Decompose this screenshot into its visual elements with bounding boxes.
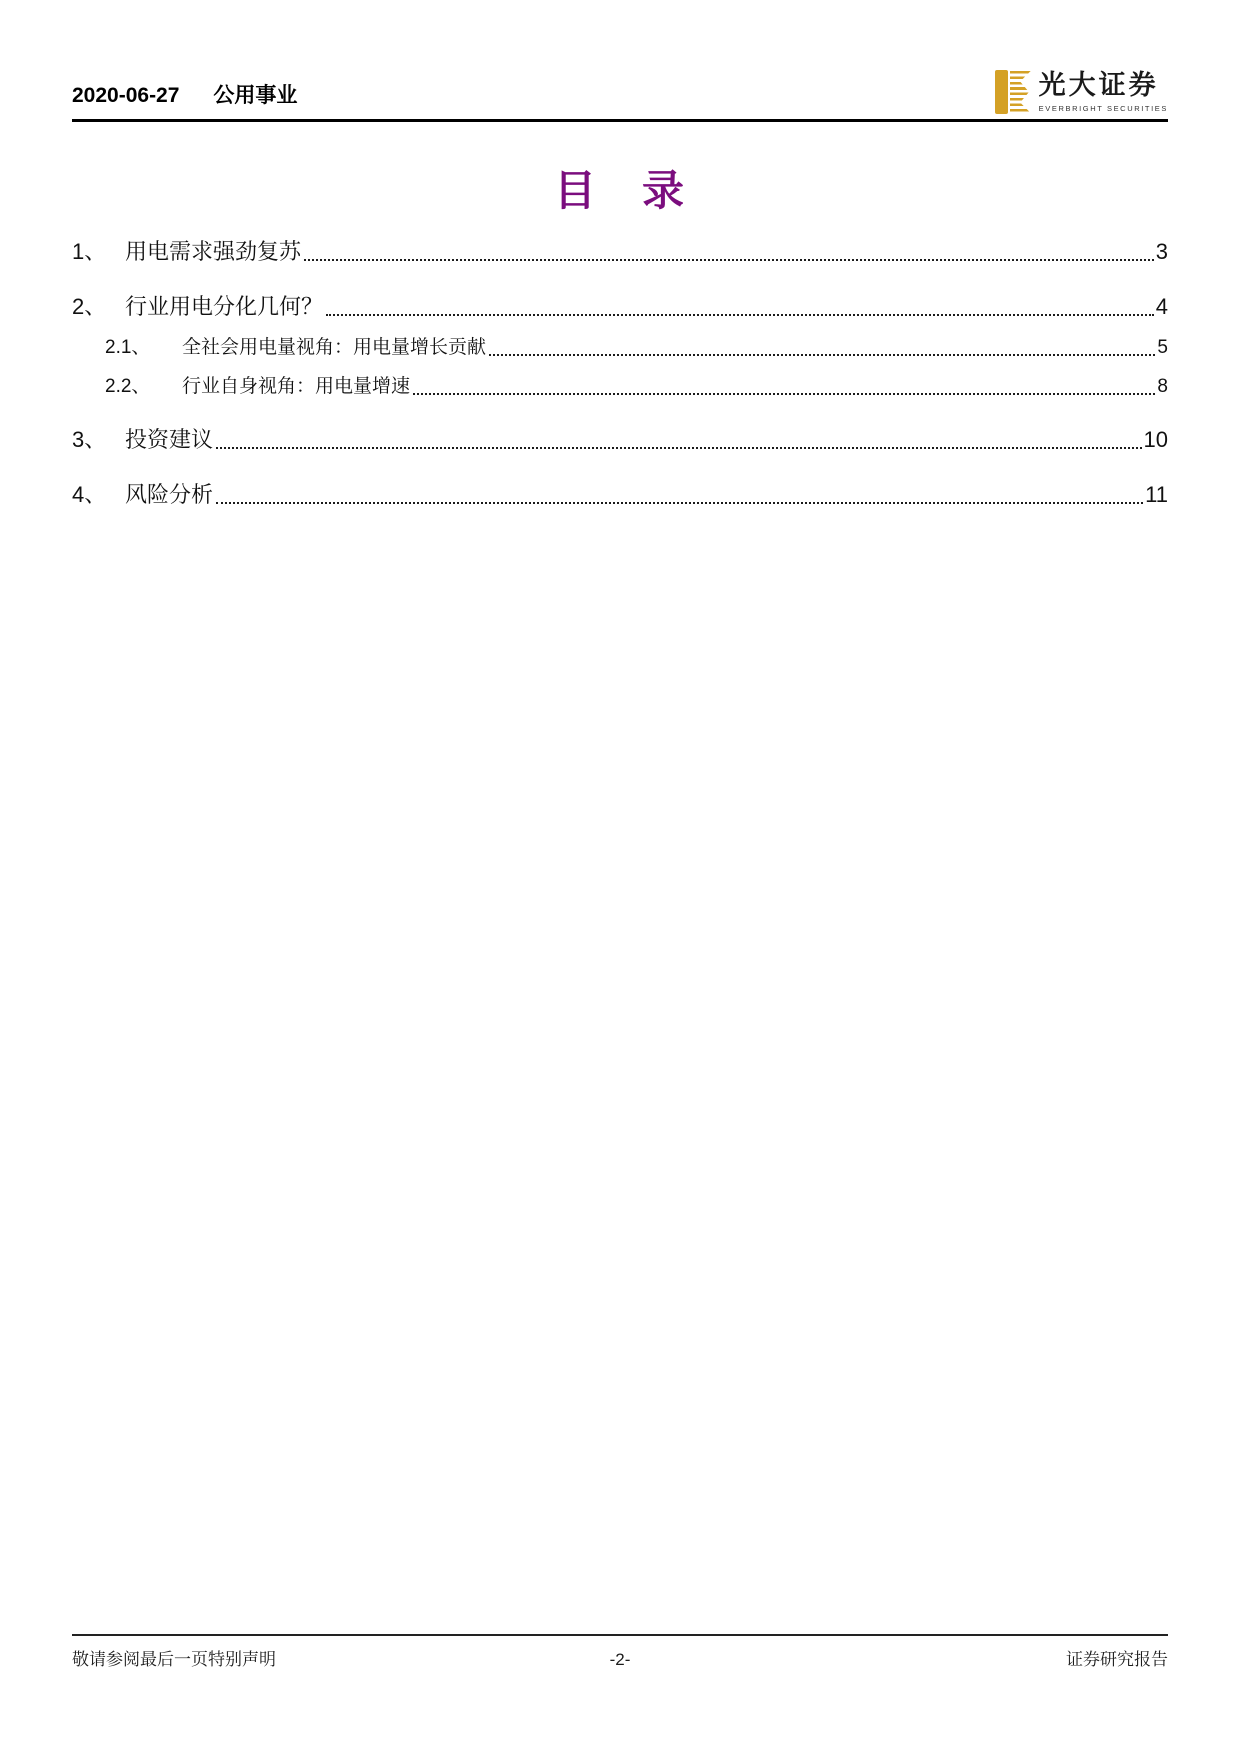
toc-entry[interactable] bbox=[72, 336, 1168, 360]
brand-name-cn: 光大证券 bbox=[1038, 70, 1159, 100]
footer-disclaimer: 敬请参阅最后一页特别声明 bbox=[72, 1650, 276, 1669]
toc-entry-label: 风险分析 bbox=[125, 482, 214, 507]
toc-entry-page: 10 bbox=[1143, 427, 1168, 452]
toc-entry[interactable] bbox=[72, 375, 1168, 399]
report-date: 2020-06-27 bbox=[72, 84, 180, 107]
toc-entry-page: 4 bbox=[1155, 294, 1168, 319]
toc-dot-leader bbox=[216, 502, 1143, 504]
toc-entry[interactable] bbox=[72, 426, 1168, 454]
toc-entry-page: 5 bbox=[1157, 337, 1168, 358]
toc-entry-page: 8 bbox=[1157, 376, 1168, 397]
toc-entry-label: 投资建议 bbox=[125, 427, 214, 452]
toc-entry[interactable] bbox=[72, 481, 1168, 509]
toc-entry-label: 行业用电分化几何？ bbox=[125, 294, 324, 319]
toc-dot-leader bbox=[489, 354, 1155, 356]
toc-entry[interactable] bbox=[72, 293, 1168, 321]
toc-entry-number: 2.2、 bbox=[105, 376, 151, 397]
brand-logo bbox=[995, 70, 1168, 117]
toc-entry-number: 2.1、 bbox=[105, 337, 151, 358]
footer-report-type: 证券研究报告 bbox=[1065, 1650, 1168, 1669]
report-category: 公用事业 bbox=[213, 84, 298, 107]
toc-entry-number: 2、 bbox=[72, 294, 107, 319]
page-header bbox=[72, 70, 1168, 117]
brand-name-en: EVERBRIGHT SECURITIES bbox=[1038, 104, 1168, 113]
toc-entry-number: 1、 bbox=[72, 239, 107, 264]
toc-entry-page: 11 bbox=[1145, 482, 1168, 507]
toc-list bbox=[72, 238, 1168, 509]
toc-dot-leader bbox=[413, 393, 1155, 395]
header-divider bbox=[72, 119, 1168, 122]
toc-entry-number: 4、 bbox=[72, 482, 107, 507]
everbright-logo-icon bbox=[995, 70, 1031, 114]
footer-divider bbox=[72, 1634, 1168, 1636]
toc-entry-label: 用电需求强劲复苏 bbox=[125, 239, 302, 264]
toc-title: 目 录 bbox=[553, 169, 686, 215]
footer-page-number: -2- bbox=[609, 1650, 631, 1669]
toc-entry-label: 全社会用电量视角：用电量增长贡献 bbox=[182, 337, 487, 358]
toc-dot-leader bbox=[326, 314, 1154, 316]
toc-dot-leader bbox=[304, 259, 1154, 261]
toc-entry-label: 行业自身视角：用电量增速 bbox=[182, 376, 411, 397]
toc-entry-page: 3 bbox=[1155, 239, 1168, 264]
header-meta bbox=[72, 79, 297, 117]
toc-dot-leader bbox=[216, 447, 1142, 449]
toc-entry[interactable] bbox=[72, 238, 1168, 266]
page-footer bbox=[72, 1645, 1168, 1670]
toc-entry-number: 3、 bbox=[72, 427, 107, 452]
